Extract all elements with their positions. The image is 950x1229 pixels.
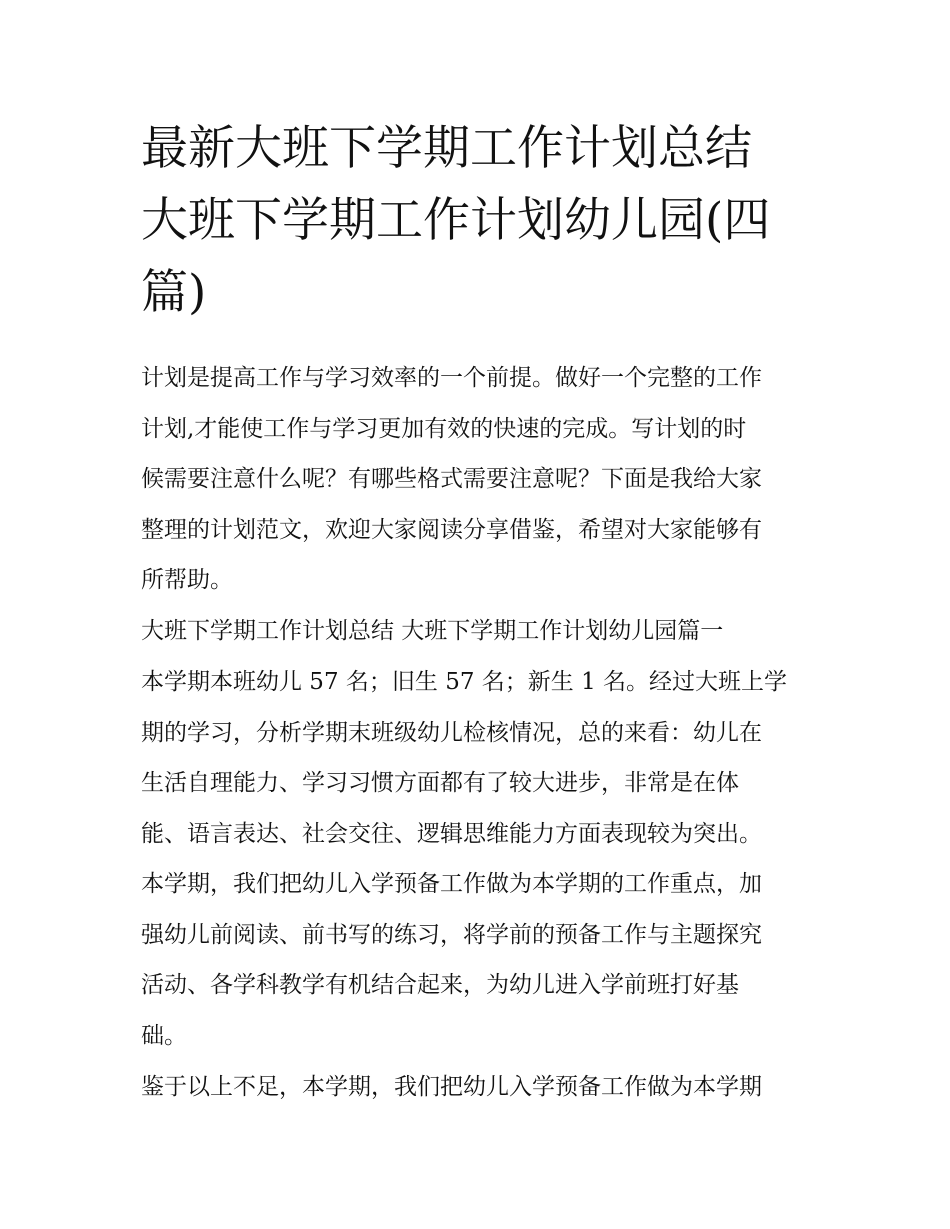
text-line: 所帮助。 bbox=[141, 567, 233, 593]
title-line: 大班下学期工作计划幼儿园(四 bbox=[141, 193, 771, 248]
section-heading bbox=[141, 606, 821, 657]
last-paragraph bbox=[141, 1062, 821, 1113]
text-line: 计划是提高工作与学习效率的一个前提。做好一个完整的工作 bbox=[141, 365, 762, 391]
text-line: 本学期本班幼儿 57 名；旧生 57 名；新生 1 名。经过大班上学 bbox=[141, 669, 788, 695]
text-line: 础。 bbox=[141, 1022, 187, 1049]
text-line: 期的学习，分析学期末班级幼儿检核情况，总的来看：幼儿在 bbox=[141, 719, 762, 746]
text-line: 强幼儿前阅读、前书写的练习，将学前的预备工作与主题探究 bbox=[141, 921, 762, 948]
main-paragraph bbox=[141, 657, 821, 1061]
section-heading-text: 大班下学期工作计划总结 大班下学期工作计划幼儿园篇一 bbox=[141, 618, 724, 644]
title-line: 篇) bbox=[141, 265, 207, 320]
text-line: 生活自理能力、学习习惯方面都有了较大进步，非常是在体 bbox=[141, 770, 739, 796]
text-line: 鉴于以上不足，本学期，我们把幼儿入学预备工作做为本学期 bbox=[141, 1074, 762, 1100]
text-line: 整理的计划范文，欢迎大家阅读分享借鉴，希望对大家能够有 bbox=[141, 516, 762, 543]
text-line: 活动、各学科教学有机结合起来，为幼儿进入学前班打好基 bbox=[141, 972, 739, 998]
title-line: 最新大班下学期工作计划总结 bbox=[141, 121, 752, 176]
text-line: 计划,才能使工作与学习更加有效的快速的完成。写计划的时 bbox=[141, 415, 747, 442]
text-line: 候需要注意什么呢？有哪些格式需要注意呢？下面是我给大家 bbox=[141, 466, 762, 492]
intro-paragraph bbox=[141, 353, 821, 606]
text-line: 能、语言表达、社会交往、逻辑思维能力方面表现较为突出。 bbox=[141, 820, 762, 847]
text-line: 本学期，我们把幼儿入学预备工作做为本学期的工作重点，加 bbox=[141, 871, 762, 897]
document-title bbox=[141, 113, 821, 329]
